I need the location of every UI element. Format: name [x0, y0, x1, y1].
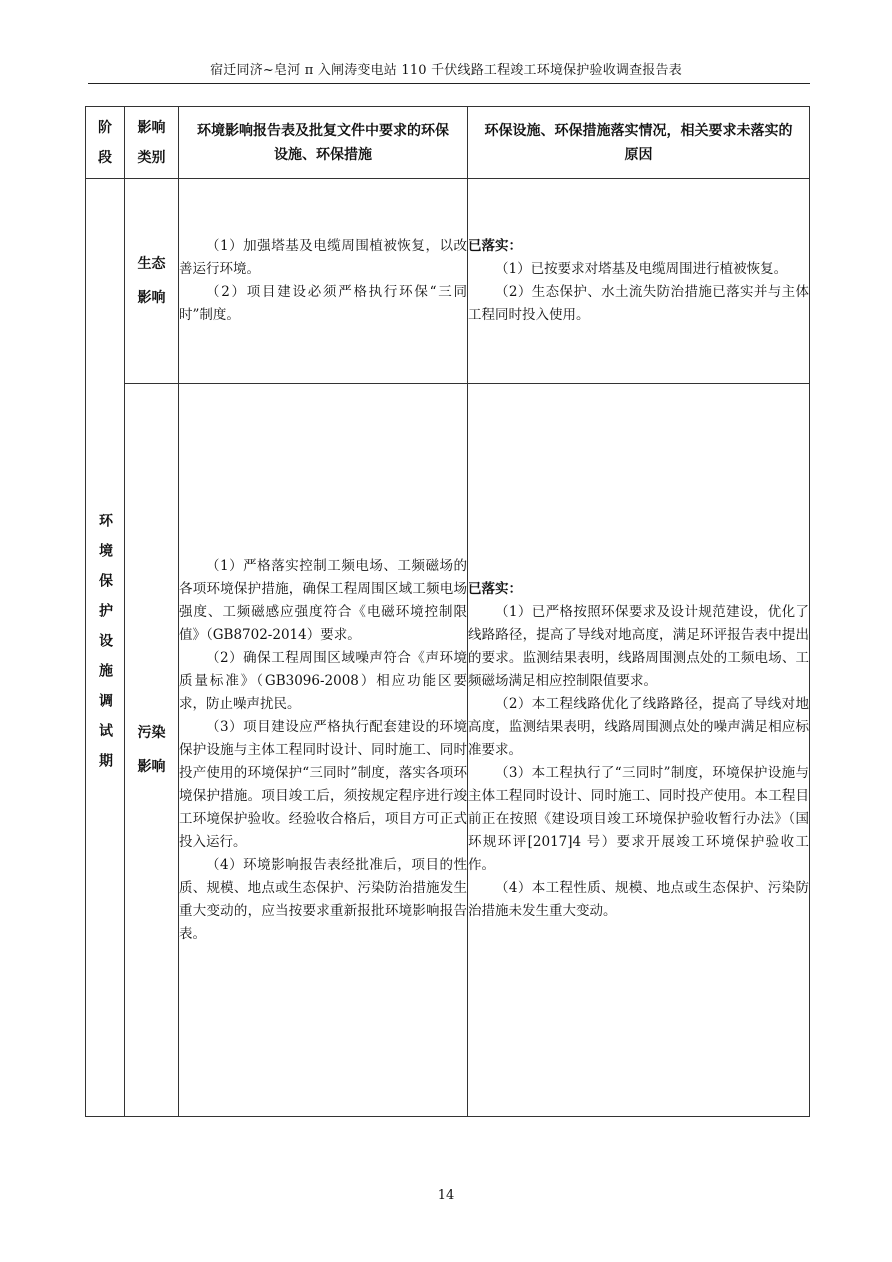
implementation-item: （1）已按要求对塔基及电缆周围进行植被恢复。: [495, 261, 788, 277]
requirement-item: （1）加强塔基及电缆周围植被恢复，以改善运行环境。: [179, 238, 467, 277]
implementation-item: （3）本工程执行了“三同时”制度，环境保护设施与主体工程同时设计、同时施工、同时投产使用。本工程目前正在按照《建设项目竣工环境保护验收暂行办法》（国环规环评[2017]4 号）要求开展竣工环境保护验收工作。: [468, 764, 809, 873]
page-number: 14: [437, 1188, 455, 1203]
implementation-ecological: [468, 179, 810, 384]
table-row-pollution: [86, 384, 810, 1117]
implementation-item: （1）已严格按照环保要求及设计规范建设，优化了线路路径，提高了导线对地高度，满足环评报告表中提出的要求。监测结果表明，线路周围测点处的工频电场、工频磁场满足相应控制限值要求。: [468, 603, 809, 689]
requirement-item: （2）项目建设必须严格执行环保“三同时”制度。: [179, 284, 467, 323]
implementation-item: （2）本工程线路优化了线路路径，提高了导线对地高度，监测结果表明，线路周围测点处的噪声满足相应标准要求。: [468, 695, 809, 758]
requirement-item: （4）环境影响报告表经批准后，项目的性质、规模、地点或生态保护、污染防治措施发生重大变动的，应当按要求重新报批环境影响报告表。: [179, 856, 467, 942]
column-header-stage: 阶段: [86, 107, 125, 179]
status-label: 已落实：: [468, 238, 522, 254]
page-header-title: 宿迁同济~皂河 π 入闸涛变电站 110 千伏线路工程竣工环境保护验收调查报告表: [210, 63, 682, 78]
table-header-row: [86, 107, 810, 179]
status-label: 已落实：: [468, 580, 522, 597]
column-header-implementation-status: 环保设施、环保措施落实情况，相关要求未落实的原因: [468, 107, 810, 179]
environmental-measures-table: [85, 106, 810, 1117]
table-row-ecological: [86, 179, 810, 384]
requirement-item: （1）严格落实控制工频电场、工频磁场的各项环境保护措施，确保工程周围区域工频电场强度、工频磁感应强度符合《电磁环境控制限值》（GB8702-2014）要求。: [179, 557, 467, 643]
header-divider: [88, 83, 810, 84]
column-header-required-measures: 环境影响报告表及批复文件中要求的环保设施、环保措施: [179, 107, 468, 179]
required-measures-ecological: [179, 179, 468, 384]
implementation-item: （4）本工程性质、规模、地点或生态保护、污染防治措施未发生重大变动。: [468, 879, 809, 919]
column-header-category: 影响类别: [125, 107, 179, 179]
requirement-item: （2）确保工程周围区域噪声符合《声环境质量标准》（GB3096-2008）相应功能区要求，防止噪声扰民。: [179, 649, 467, 712]
stage-cell: [86, 179, 125, 1117]
required-measures-pollution: [179, 384, 468, 1117]
category-pollution: 污染影响: [125, 384, 179, 1117]
implementation-pollution: [468, 384, 810, 1117]
requirement-item: （3）项目建设应严格执行配套建设的环境保护设施与主体工程同时设计、同时施工、同时投产使用的环境保护“三同时”制度，落实各项环境保护措施。项目竣工后，须按规定程序进行竣工环境保护验收。经验收合格后，项目方可正式投入运行。: [179, 718, 467, 850]
stage-label: 环境保护设施调试期: [97, 512, 113, 783]
category-ecological: 生态影响: [125, 179, 179, 384]
implementation-item: （2）生态保护、水土流失防治措施已落实并与主体工程同时投入使用。: [468, 284, 809, 323]
